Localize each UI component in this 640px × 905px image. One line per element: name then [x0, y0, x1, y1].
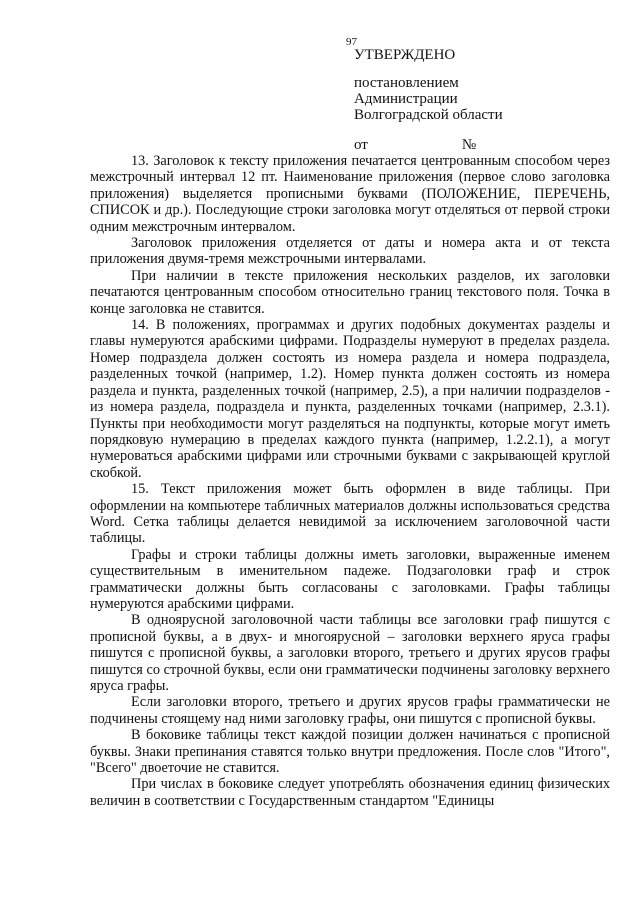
paragraph: 14. В положениях, программах и других подобных документах разделы и главы нумеруются арабскими цифрами. Подразделы нумеруют в пределах раздела. Номер подраздела должен состоять из номера раздела и номера подраздела, разделенных точкой (например, 1.2). Номер пункта должен состоять из номера раздела и пункта, разделенных точкой (например, 2.5), а при наличии подразделов - из номера раздела, подраздела и пункта, разделенных точками (например, 2.3.1). Пункты при необходимости могут разделяться на подпункты, которые могут иметь порядковую нумерацию в пределах каждого пункта (например, 1.2.2.1), а могут нумероваться арабскими цифрами или строчными буквами с закрывающей круглой скобкой.: [90, 317, 610, 481]
number-label: №: [461, 137, 477, 153]
approval-line-2: Администрации: [354, 91, 458, 107]
approval-line-1: постановлением: [354, 75, 459, 91]
paragraph: 13. Заголовок к тексту приложения печатается центрованным способом через межстрочный интервал 12 пт. Наименование приложения (первое слово заголовка приложения) выделяется прописными буквами (ПОЛОЖЕНИЕ, ПЕРЕЧЕНЬ, СПИСОК и др.). Последующие строки заголовка могут отделяться от первой строки одним межстрочным интервалом.: [90, 153, 610, 235]
paragraph: Если заголовки второго, третьего и других ярусов графы грамматически не подчинены стоящему над ними заголовку графы, они пишутся с прописной буквы.: [90, 694, 610, 727]
paragraph: Заголовок приложения отделяется от даты и номера акта и от текста приложения двумя-тремя межстрочными интервалами.: [90, 235, 610, 268]
paragraph: 15. Текст приложения может быть оформлен в виде таблицы. При оформлении на компьютере табличных материалов должны использоваться средства Word. Сетка таблицы делается невидимой за исключением заголовочной части таблицы.: [90, 481, 610, 547]
date-number-row: [354, 137, 624, 153]
document-body: [90, 153, 610, 809]
approval-line-3: Волгоградской области: [354, 107, 503, 123]
approval-stamp: [354, 47, 624, 153]
paragraph: В боковике таблицы текст каждой позиции должен начинаться с прописной буквы. Знаки препинания ставятся только внутри предложения. После слов "Итого", "Всего" двоеточие не ставится.: [90, 727, 610, 777]
from-label: от: [354, 137, 368, 153]
paragraph: При наличии в тексте приложения нескольких разделов, их заголовки печатаются центрованным способом относительно границ текстового поля. Точка в конце заголовка не ставится.: [90, 267, 610, 317]
paragraph: При числах в боковике следует употреблять обозначения единиц физических величин в соответствии с Государственным стандартом "Единицы: [90, 776, 610, 809]
paragraph: Графы и строки таблицы должны иметь заголовки, выраженные именем существительным в именительном падеже. Подзаголовки граф и строк грамматически должны быть согласованы с заголовками. Графы таблицы нумеруются арабскими цифрами.: [90, 546, 610, 612]
page-number: 97: [346, 36, 357, 48]
paragraph: В одноярусной заголовочной части таблицы все заголовки граф пишутся с прописной буквы, а в двух- и многоярусной – заголовки верхнего яруса графы пишутся с прописной буквы, а заголовки второго, третьего и других ярусов графы пишутся со строчной буквы, если они грамматически подчинены заголовку верхнего яруса графы.: [90, 612, 610, 694]
approved-title: УТВЕРЖДЕНО: [354, 47, 456, 63]
